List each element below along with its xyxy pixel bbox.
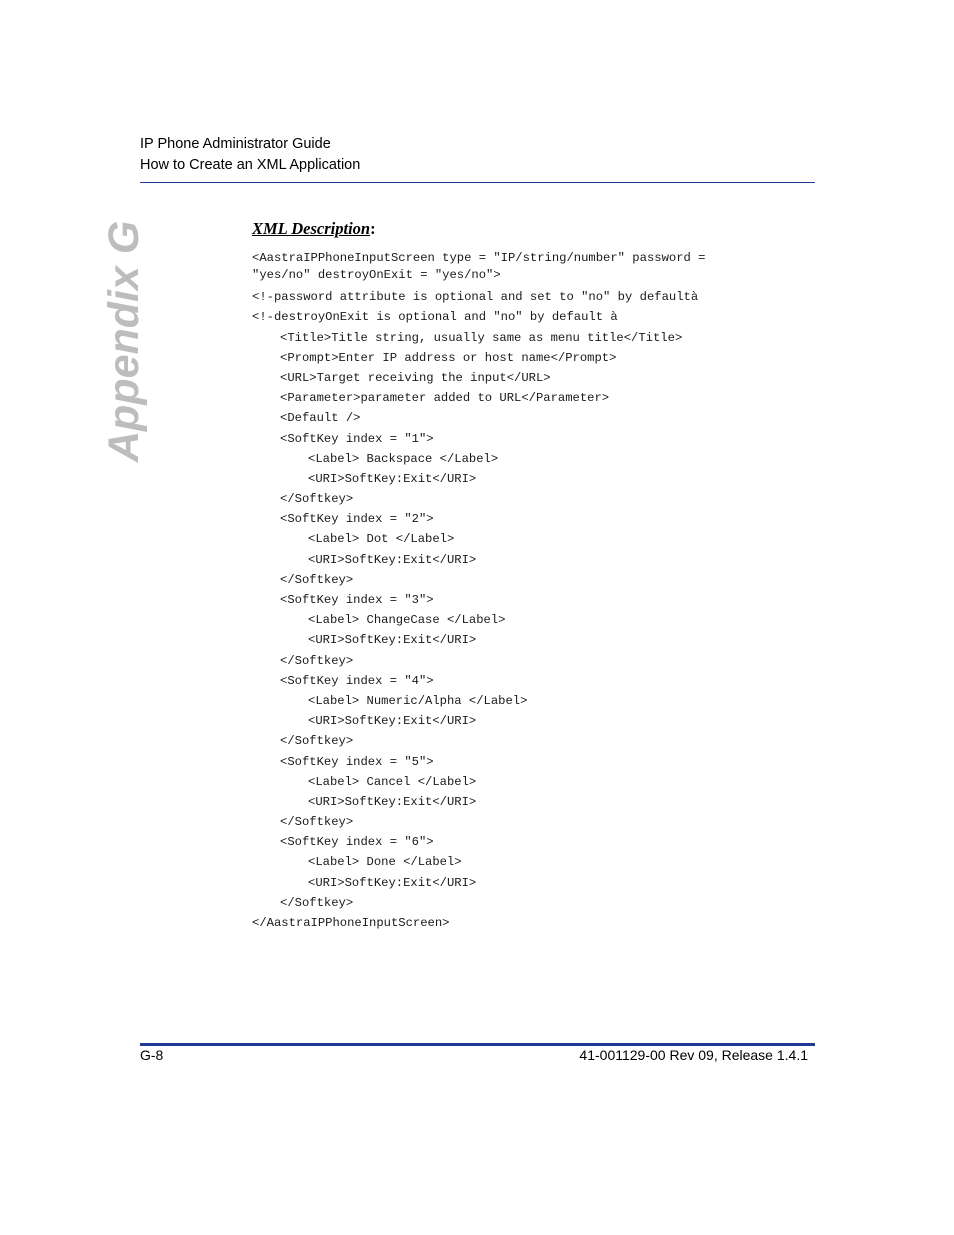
code-line: <Label> Dot </Label>	[308, 532, 455, 547]
code-line: <Label> Cancel </Label>	[308, 774, 477, 789]
code-line: <Parameter>parameter added to URL</Parameter>	[280, 391, 610, 406]
code-line: <SoftKey index = "5">	[280, 754, 434, 769]
code-line: <SoftKey index = "6">	[280, 835, 434, 850]
section-heading-suffix: :	[370, 219, 376, 238]
code-line: <!-password attribute is optional and set to "no" by defaultà	[252, 290, 699, 305]
code-line: <SoftKey index = "1">	[280, 431, 434, 446]
code-line: <!-destroyOnExit is optional and "no" by default à	[252, 310, 618, 325]
code-line: <SoftKey index = "4">	[280, 673, 434, 688]
code-line: </AastraIPPhoneInputScreen>	[252, 916, 450, 930]
code-line: <AastraIPPhoneInputScreen type = "IP/string/number" password =	[252, 251, 706, 265]
code-line: </Softkey>	[280, 572, 354, 587]
code-line: </Softkey>	[280, 815, 354, 830]
header-title: IP Phone Administrator Guide	[140, 136, 331, 152]
section-heading-text: XML Description	[252, 219, 371, 238]
code-line: </Softkey>	[280, 734, 354, 749]
code-line: <URL>Target receiving the input</URL>	[280, 370, 551, 385]
footer-page-number: G-8	[140, 1047, 164, 1063]
code-line: <Label> Backspace </Label>	[308, 451, 499, 466]
appendix-side-tab: Appendix G	[100, 220, 148, 462]
code-line: "yes/no" destroyOnExit = "yes/no">	[252, 268, 501, 282]
footer-rule	[140, 1043, 815, 1046]
code-line: <Title>Title string, usually same as menu title</Title>	[280, 330, 683, 345]
footer-doc-reference: 41-001129-00 Rev 09, Release 1.4.1	[579, 1047, 808, 1063]
header-rule	[140, 182, 815, 183]
code-line: <URI>SoftKey:Exit</URI>	[308, 552, 477, 567]
xml-code-block	[252, 250, 792, 933]
code-line: <URI>SoftKey:Exit</URI>	[308, 875, 477, 890]
code-line: <Default />	[280, 411, 361, 426]
code-line: <URI>SoftKey:Exit</URI>	[308, 471, 477, 486]
code-line: <Label> Numeric/Alpha </Label>	[308, 693, 528, 708]
header-subtitle: How to Create an XML Application	[140, 157, 361, 173]
code-line: <Prompt>Enter IP address or host name</Prompt>	[280, 350, 617, 365]
code-line: </Softkey>	[280, 492, 354, 507]
code-line: </Softkey>	[280, 653, 354, 668]
code-line: <SoftKey index = "3">	[280, 593, 434, 607]
code-line: <Label> Done </Label>	[308, 855, 462, 870]
code-line: </Softkey>	[280, 895, 354, 910]
code-line: <Label> ChangeCase </Label>	[308, 613, 506, 628]
code-line: <URI>SoftKey:Exit</URI>	[308, 633, 477, 648]
section-heading	[252, 219, 376, 239]
code-line: <URI>SoftKey:Exit</URI>	[308, 714, 477, 729]
code-line: <URI>SoftKey:Exit</URI>	[308, 794, 477, 809]
code-line: <SoftKey index = "2">	[280, 512, 434, 527]
